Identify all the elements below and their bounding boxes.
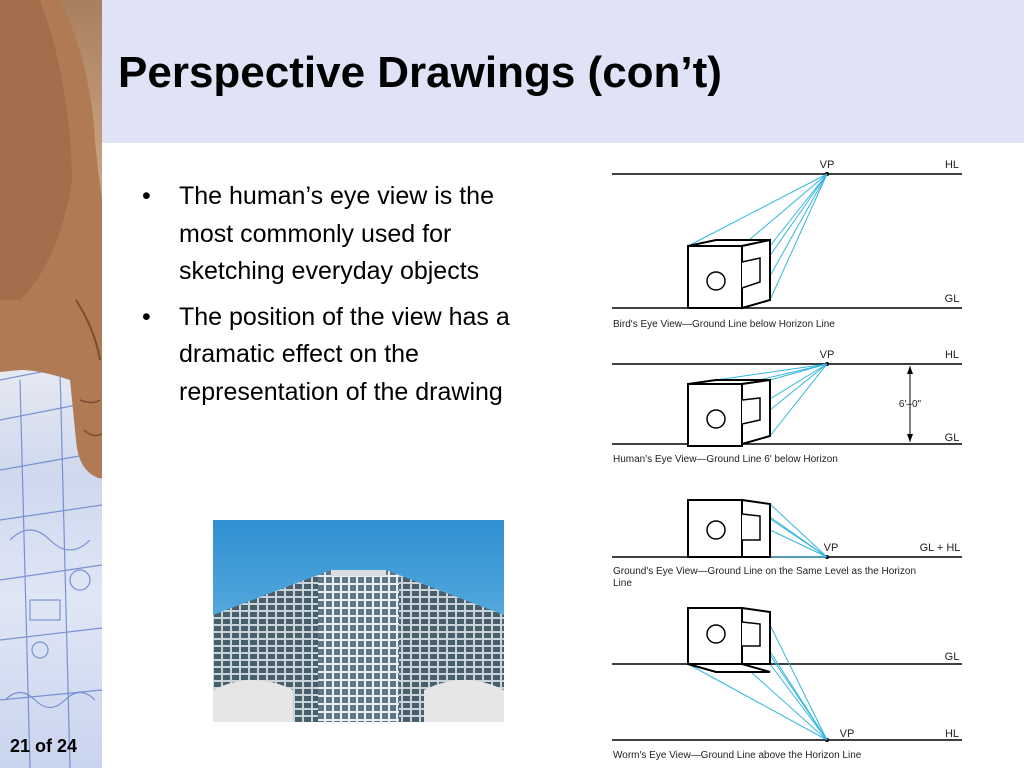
hl-label: HL — [944, 159, 960, 171]
skyscraper-photo — [213, 520, 504, 722]
bullet-item — [142, 299, 542, 412]
worms-eye-panel — [612, 608, 962, 761]
hl-label: HL — [944, 728, 960, 740]
bullet-dot-icon: • — [142, 182, 151, 210]
gl-label: GL — [944, 293, 960, 305]
bullet-dot-icon: • — [142, 302, 151, 331]
slide-title: Perspective Drawings (con’t) — [118, 48, 722, 97]
perspective-views-diagram — [600, 150, 970, 765]
decorative-hand-blueprint-image — [0, 0, 102, 768]
bullet-text: The position of the view has a dramatic effect on the representation of the drawing — [179, 302, 510, 406]
birds-eye-panel — [612, 159, 962, 330]
vp-label: VP — [819, 159, 835, 171]
bullet-item — [142, 178, 542, 291]
panel-caption-continued: Line — [613, 578, 632, 589]
vp-label: VP — [839, 728, 855, 740]
panel-caption: Worm's Eye View—Ground Line above the Horizon Line — [613, 750, 862, 761]
panel-caption: Bird's Eye View—Ground Line below Horizon Line — [613, 319, 835, 330]
bullet-list — [142, 178, 542, 419]
vp-label: VP — [823, 542, 839, 554]
gl-label: GL — [944, 432, 960, 444]
hl-label: HL — [944, 349, 960, 361]
height-dimension-label: 6'–0" — [898, 399, 922, 410]
grounds-eye-panel — [612, 500, 962, 589]
page-indicator: 21 of 24 — [10, 736, 78, 756]
gl-label: GL — [944, 651, 960, 663]
vp-label: VP — [819, 349, 835, 361]
bullet-text: The human’s eye view is the most commonly used for sketching everyday objects — [179, 182, 494, 285]
panel-caption: Ground's Eye View—Ground Line on the Same Level as the Horizon — [613, 566, 917, 577]
panel-caption: Human's Eye View—Ground Line 6' below Horizon — [613, 454, 838, 465]
humans-eye-panel — [612, 349, 962, 465]
gl-hl-label: GL + HL — [919, 542, 961, 554]
